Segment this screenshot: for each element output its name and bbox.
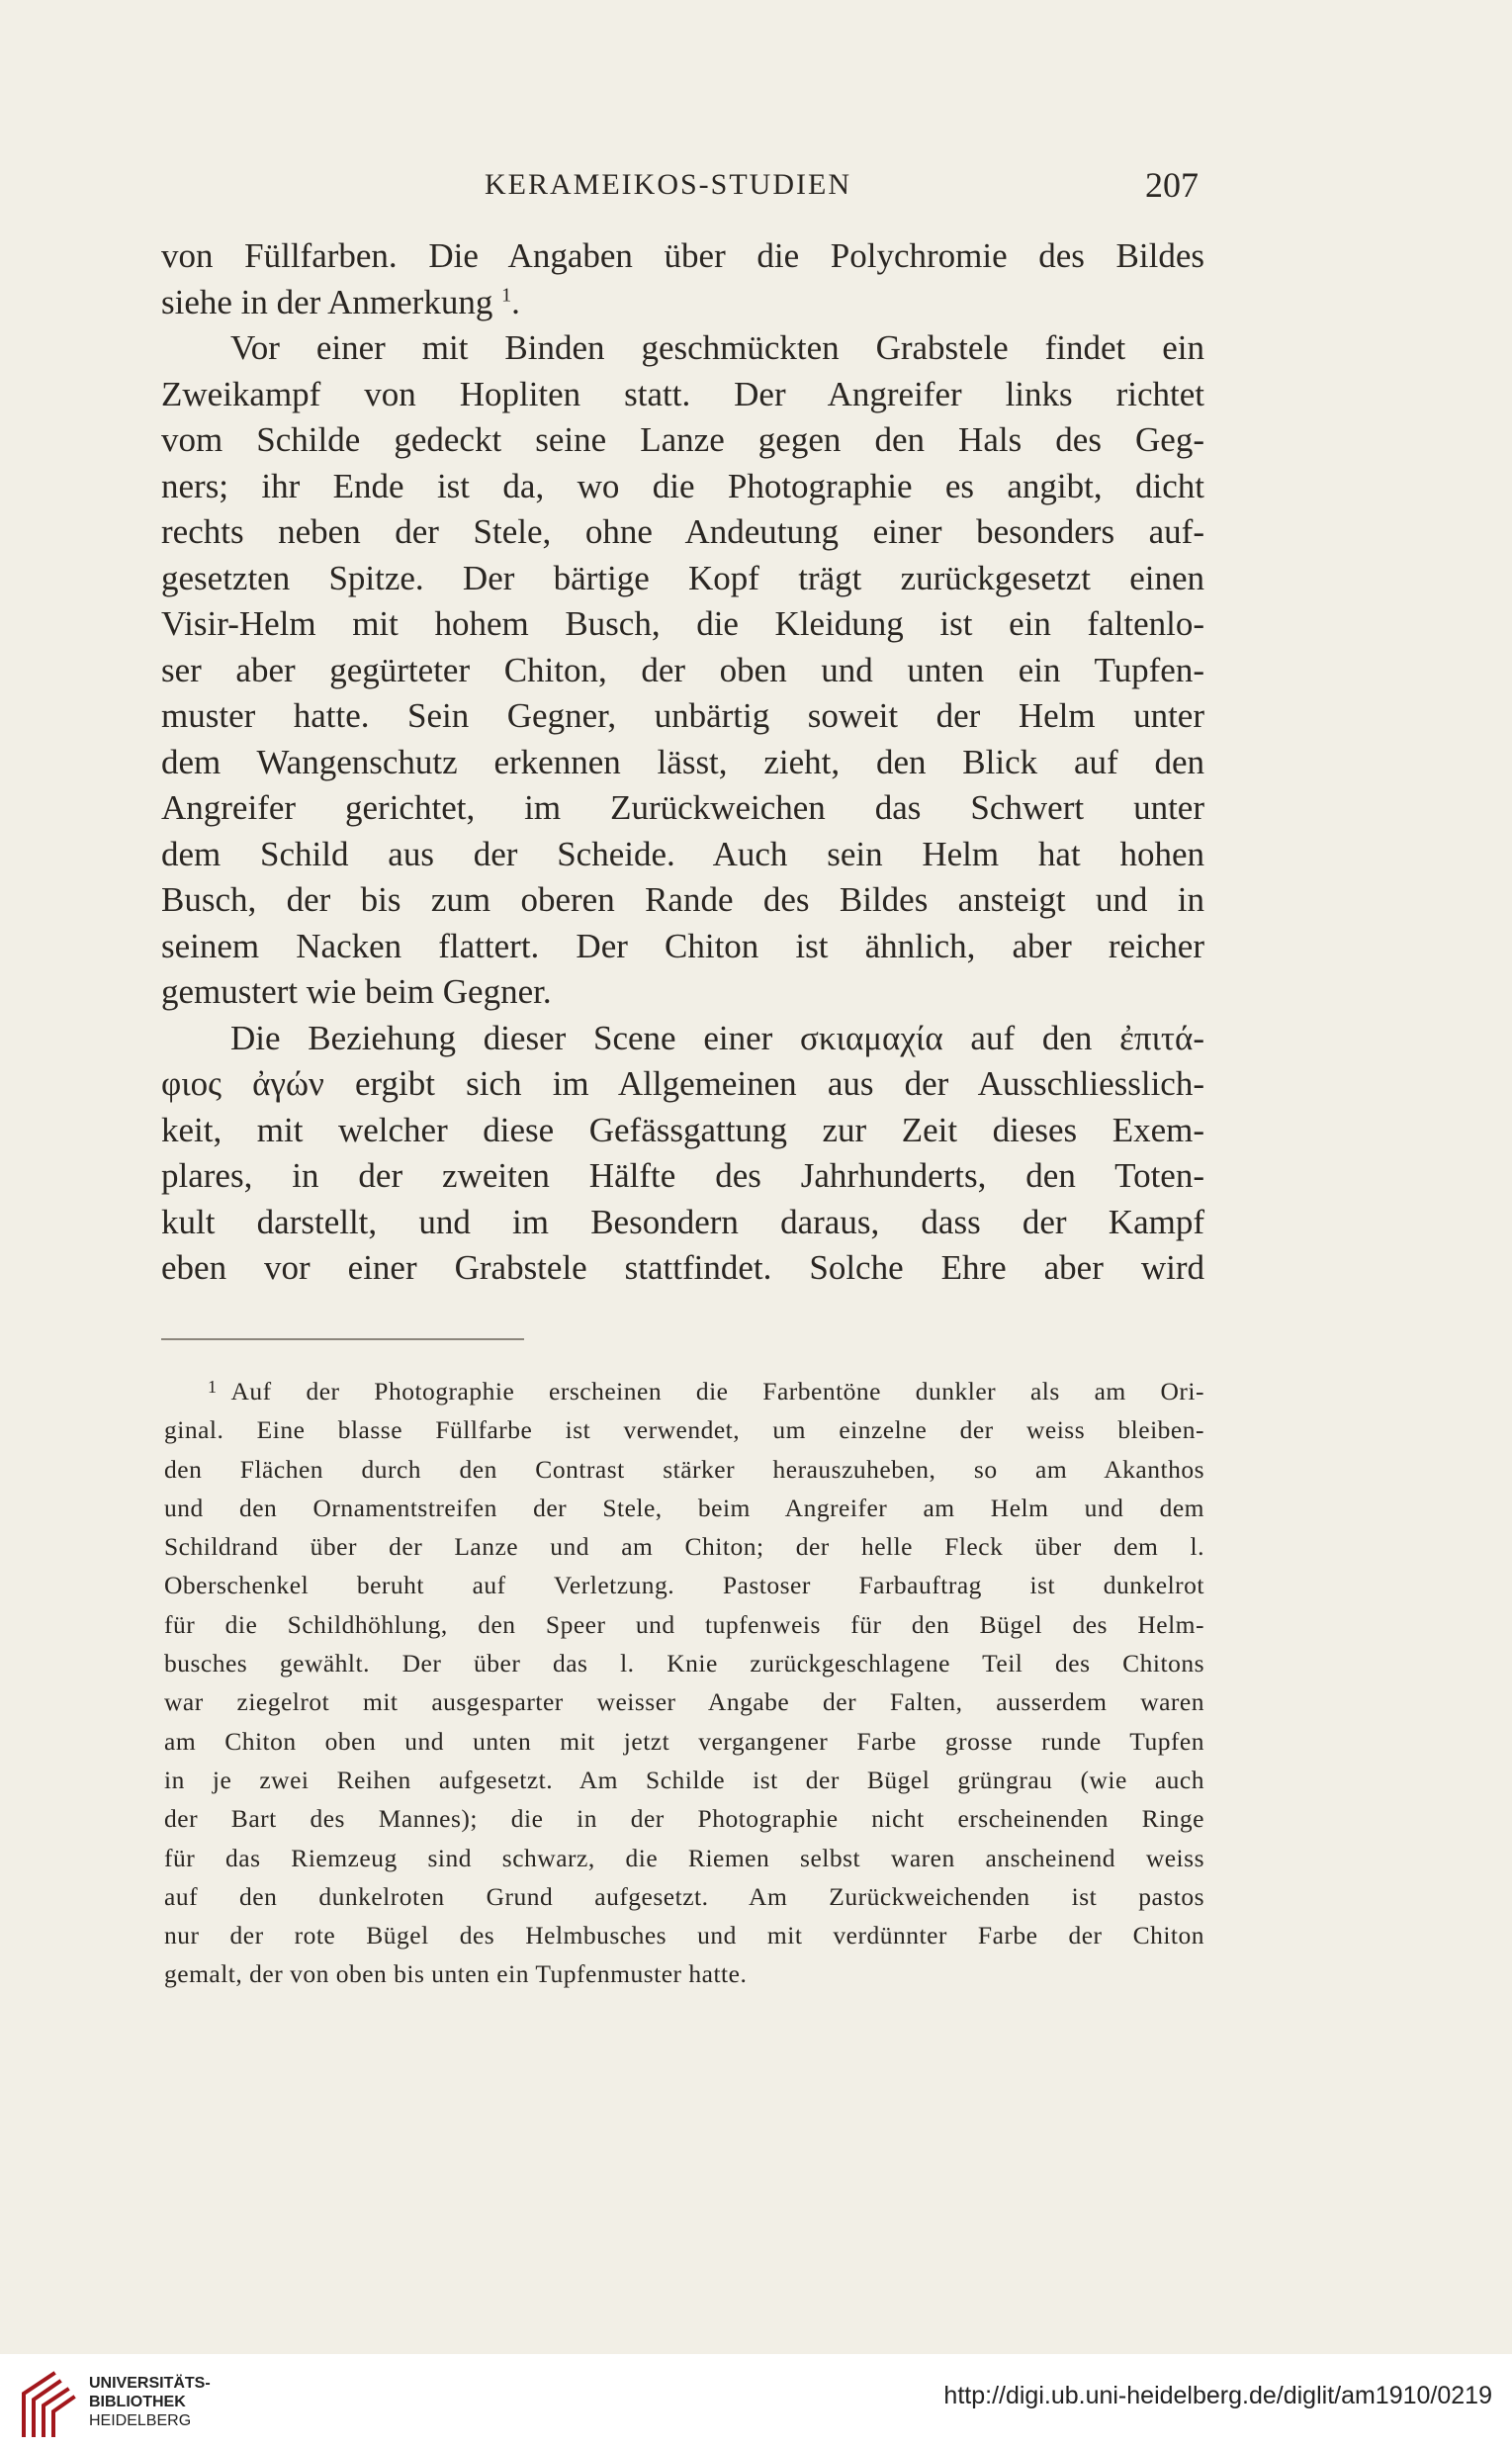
footnote-line <box>164 1372 1204 1410</box>
footnote-line: und den Ornamentstreifen der Stele, beim Angreifer am Helm und dem <box>164 1493 1204 1522</box>
footnote-line: ginal. Eine blasse Füllfarbe ist verwendet, um einzelne der weiss bleiben- <box>164 1415 1204 1445</box>
footnote-reference[interactable]: 1 <box>501 283 512 306</box>
library-name[interactable] <box>89 2374 211 2430</box>
footnote-line: auf den dunkelroten Grund aufgesetzt. Am Zurückweichenden ist pastos <box>164 1881 1204 1911</box>
footnote-block <box>164 1372 1204 1994</box>
text-line: Zweikampf von Hopliten statt. Der Angreifer links richtet <box>161 374 1204 413</box>
footnote-line: den Flächen durch den Contrast stärker herauszuheben, so am Akanthos <box>164 1454 1204 1484</box>
text-line: Angreifer gerichtet, im Zurückweichen das Schwert unter <box>161 788 1204 827</box>
text-line: keit, mit welcher diese Gefässgattung zur Zeit dieses Exem- <box>161 1110 1204 1149</box>
footer-bar <box>0 2354 1512 2449</box>
footnote-line: der Bart des Mannes); die in der Photographie nicht erscheinenden Ringe <box>164 1804 1204 1834</box>
text-line: kult darstellt, und im Besondern daraus, dass der Kampf <box>161 1202 1204 1241</box>
ub-heidelberg-logo-icon[interactable] <box>14 2368 77 2439</box>
footnote-line: Schildrand über der Lanze und am Chiton; der helle Fleck über dem l. <box>164 1532 1204 1562</box>
footnote-line: nur der rote Bügel des Helmbusches und mit verdünnter Farbe der Chiton <box>164 1921 1204 1950</box>
text-line: gesetzten Spitze. Der bärtige Kopf trägt zurückgesetzt einen <box>161 558 1204 597</box>
footnote-line: gemalt, der von oben bis unten ein Tupfenmuster hatte. <box>164 1959 748 1989</box>
footnote-line: busches gewählt. Der über das l. Knie zurückgeschlagene Teil des Chitons <box>164 1649 1204 1678</box>
footnote-line: war ziegelrot mit ausgesparter weisser Angabe der Falten, ausserdem waren <box>164 1687 1204 1717</box>
text-line: φιος ἀγών ergibt sich im Allgemeinen aus der Ausschliesslich- <box>161 1064 1204 1103</box>
running-head: KERAMEIKOS-STUDIEN <box>485 168 851 201</box>
library-name-line: HEIDELBERG <box>89 2412 192 2429</box>
footnote-line: für die Schildhöhlung, den Speer und tupfenweis für den Bügel des Helm- <box>164 1609 1204 1639</box>
footnote-line: Oberschenkel beruht auf Verletzung. Pastoser Farbauftrag ist dunkelrot <box>164 1571 1204 1600</box>
text-line: plares, in der zweiten Hälfte des Jahrhunderts, den Toten- <box>161 1156 1204 1195</box>
text-line: ser aber gegürteter Chiton, der oben und unten ein Tupfen- <box>161 650 1204 689</box>
footnote-line: in je zwei Reihen aufgesetzt. Am Schilde ist der Bügel grüngrau (wie auch <box>164 1765 1204 1794</box>
text-line-content: siehe in der Anmerkung <box>161 282 493 321</box>
text-line: gemustert wie beim Gegner. <box>161 972 552 1011</box>
text-line: von Füllfarben. Die Angaben über die Polychromie des Bildes <box>161 236 1204 275</box>
source-url-link[interactable]: http://digi.ub.uni-heidelberg.de/diglit/am1910/0219 <box>943 2382 1492 2409</box>
text-line: Visir-Helm mit hohem Busch, die Kleidung ist ein faltenlo- <box>161 604 1204 643</box>
footnote-divider <box>161 1338 524 1340</box>
paragraph-start: Vor einer mit Binden geschmückten Grabstele findet ein <box>230 328 1204 367</box>
paragraph-start: Die Beziehung dieser Scene einer σκιαμαχία auf den ἐπιτά- <box>230 1018 1204 1057</box>
text-punctuation: . <box>511 282 520 321</box>
library-name-line: UNIVERSITÄTS- <box>89 2375 211 2392</box>
page-number: 207 <box>1145 165 1199 205</box>
footnote-marker: 1 <box>208 1377 218 1397</box>
text-line: vom Schilde gedeckt seine Lanze gegen den Hals des Geg- <box>161 420 1204 459</box>
footnote-line: für das Riemzeug sind schwarz, die Riemen selbst waren anscheinend weiss <box>164 1843 1204 1872</box>
text-line: muster hatte. Sein Gegner, unbärtig soweit der Helm unter <box>161 696 1204 735</box>
text-line: seinem Nacken flattert. Der Chiton ist ähnlich, aber reicher <box>161 926 1204 965</box>
main-text <box>161 233 1204 1292</box>
library-name-line: BIBLIOTHEK <box>89 2394 186 2410</box>
footnote-line: am Chiton oben und unten mit jetzt vergangener Farbe grosse runde Tupfen <box>164 1726 1204 1756</box>
text-line: ners; ihr Ende ist da, wo die Photographie es angibt, dicht <box>161 466 1204 505</box>
text-line: eben vor einer Grabstele stattfindet. Solche Ehre aber wird <box>161 1248 1204 1287</box>
text-line: rechts neben der Stele, ohne Andeutung einer besonders auf- <box>161 512 1204 551</box>
text-line: dem Wangenschutz erkennen lässt, zieht, den Blick auf den <box>161 742 1204 781</box>
footnote-line-content: Auf der Photographie erscheinen die Farbentöne dunkler als am Ori- <box>230 1377 1204 1406</box>
text-line <box>161 280 1204 326</box>
text-line: dem Schild aus der Scheide. Auch sein Helm hat hohen <box>161 834 1204 873</box>
text-line: Busch, der bis zum oberen Rande des Bildes ansteigt und in <box>161 880 1204 919</box>
